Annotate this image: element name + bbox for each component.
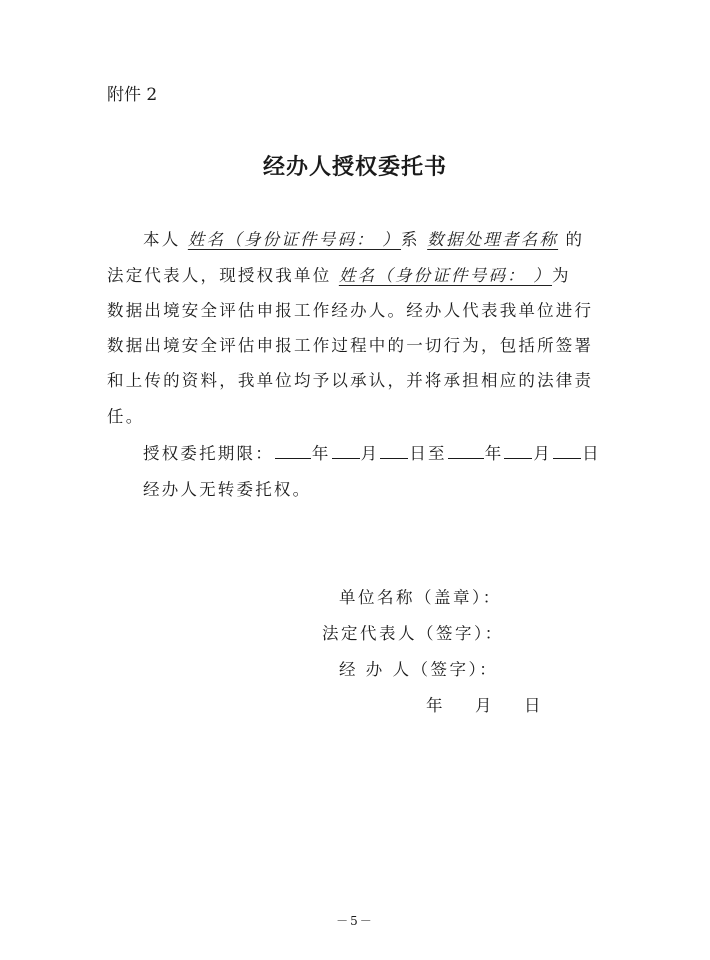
paragraph-line-6: 任。 bbox=[107, 407, 145, 426]
blank-line bbox=[504, 444, 532, 459]
legal-representative-signature-field: 法定代表人（签字）： bbox=[322, 624, 504, 643]
text-segment: 的 bbox=[565, 230, 585, 249]
agent-name-id-placeholder: 姓名（身份证件号码： ） bbox=[338, 266, 553, 285]
no-sub-delegation-note: 经办人无转委托权。 bbox=[143, 480, 312, 499]
paragraph-line-5: 和上传的资料，我单位均予以承认，并将承担相应的法律责 bbox=[107, 371, 594, 390]
annex-label: 附件 2 bbox=[107, 85, 158, 105]
text-segment: 系 bbox=[401, 230, 420, 249]
agent-signature-field: 经 办 人（签字）： bbox=[339, 660, 499, 679]
text-segment: 法定代表人，现授权我单位 bbox=[107, 266, 332, 285]
year-label: 年 bbox=[311, 444, 331, 463]
text-segment: 本人 bbox=[143, 230, 181, 249]
date-day: 日 bbox=[524, 696, 543, 715]
page-number: －5－ bbox=[336, 914, 374, 928]
day-label: 日 bbox=[582, 444, 601, 463]
year-label: 年 bbox=[484, 444, 504, 463]
text-segment: 为 bbox=[552, 266, 571, 285]
paragraph-line-3: 数据出境安全评估申报工作经办人。经办人代表我单位进行 bbox=[107, 301, 594, 320]
day-to-label: 日至 bbox=[409, 444, 447, 463]
month-label: 月 bbox=[360, 444, 380, 463]
signature-date bbox=[426, 692, 543, 716]
unit-name-seal-field: 单位名称（盖章）： bbox=[339, 588, 502, 607]
blank-line bbox=[332, 444, 360, 459]
date-year: 年 bbox=[426, 696, 445, 715]
period-label: 授权委托期限： bbox=[143, 444, 274, 463]
month-label: 月 bbox=[533, 444, 553, 463]
paragraph-line-4: 数据出境安全评估申报工作过程中的一切行为，包括所签署 bbox=[107, 336, 594, 355]
blank-line bbox=[380, 444, 408, 459]
authorization-period bbox=[143, 440, 601, 464]
name-id-placeholder: 姓名（身份证件号码： ） bbox=[187, 230, 402, 249]
blank-line bbox=[553, 444, 581, 459]
document-title: 经办人授权委托书 bbox=[262, 154, 447, 180]
date-month: 月 bbox=[475, 696, 494, 715]
paragraph-line-2 bbox=[107, 262, 571, 286]
blank-line bbox=[448, 444, 484, 459]
blank-line bbox=[275, 444, 311, 459]
data-processor-placeholder: 数据处理者名称 bbox=[427, 230, 559, 249]
paragraph-line-1 bbox=[107, 226, 584, 250]
